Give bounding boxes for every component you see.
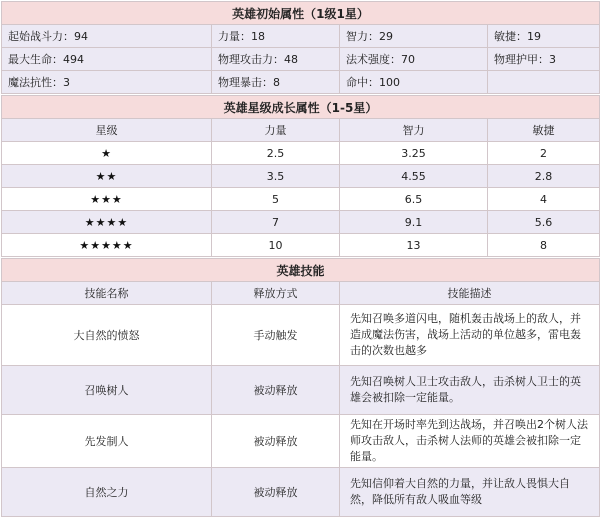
stat-cell: 命中：100	[340, 71, 488, 94]
stat-cell: 魔法抗性：3	[2, 71, 212, 94]
intelligence-value: 4.55	[340, 165, 488, 188]
skill-description: 先知在开场时率先到达战场，并召唤出2个树人法师攻击敌人，击杀树人法师的英雄会被扣除一定能量。	[340, 415, 600, 468]
skills-header: 英雄技能	[2, 259, 600, 282]
table-row	[2, 468, 600, 517]
column-header-description: 技能描述	[340, 282, 600, 305]
stat-cell: 物理护甲：3	[488, 48, 600, 71]
table-row	[2, 415, 600, 468]
agility-value: 5.6	[488, 211, 600, 234]
column-header-agility: 敏捷	[488, 119, 600, 142]
intelligence-value: 9.1	[340, 211, 488, 234]
star-rating: ★★★	[2, 188, 212, 211]
stat-cell: 起始战斗力：94	[2, 25, 212, 48]
stat-cell: 物理攻击力：48	[212, 48, 340, 71]
skill-cast-mode: 被动释放	[212, 468, 340, 517]
strength-value: 2.5	[212, 142, 340, 165]
initial-attributes-table	[1, 1, 600, 94]
star-rating: ★★	[2, 165, 212, 188]
star-rating: ★★★★	[2, 211, 212, 234]
skill-cast-mode: 被动释放	[212, 415, 340, 468]
column-header-star: 星级	[2, 119, 212, 142]
table-row	[2, 305, 600, 366]
strength-value: 10	[212, 234, 340, 257]
column-header-intelligence: 智力	[340, 119, 488, 142]
agility-value: 2.8	[488, 165, 600, 188]
strength-value: 7	[212, 211, 340, 234]
stat-cell: 最大生命：494	[2, 48, 212, 71]
strength-value: 3.5	[212, 165, 340, 188]
stat-cell-empty	[488, 71, 600, 94]
skill-name: 大自然的愤怒	[2, 305, 212, 366]
intelligence-value: 13	[340, 234, 488, 257]
skill-name: 自然之力	[2, 468, 212, 517]
growth-attributes-table	[1, 95, 600, 257]
table-row	[2, 366, 600, 415]
skill-cast-mode: 被动释放	[212, 366, 340, 415]
skill-description: 先知召唤多道闪电，随机轰击战场上的敌人，并造成魔法伤害，战场上活动的单位越多，雷电轰击的次数也越多	[340, 305, 600, 366]
column-header-cast-mode: 释放方式	[212, 282, 340, 305]
skill-description: 先知召唤树人卫士攻击敌人，击杀树人卫士的英雄会被扣除一定能量。	[340, 366, 600, 415]
star-rating: ★★★★★	[2, 234, 212, 257]
skill-name: 召唤树人	[2, 366, 212, 415]
stat-cell: 物理暴击：8	[212, 71, 340, 94]
stat-cell: 智力：29	[340, 25, 488, 48]
table-row	[2, 211, 600, 234]
table-row	[2, 234, 600, 257]
agility-value: 2	[488, 142, 600, 165]
skill-name: 先发制人	[2, 415, 212, 468]
agility-value: 8	[488, 234, 600, 257]
growth-attributes-header: 英雄星级成长属性（1-5星）	[2, 96, 600, 119]
initial-attributes-header: 英雄初始属性（1级1星）	[2, 2, 600, 25]
column-header-skill-name: 技能名称	[2, 282, 212, 305]
table-row	[2, 188, 600, 211]
stat-cell: 敏捷：19	[488, 25, 600, 48]
skills-table	[1, 258, 600, 517]
agility-value: 4	[488, 188, 600, 211]
skill-cast-mode: 手动触发	[212, 305, 340, 366]
intelligence-value: 3.25	[340, 142, 488, 165]
star-rating: ★	[2, 142, 212, 165]
table-row	[2, 142, 600, 165]
strength-value: 5	[212, 188, 340, 211]
table-row	[2, 165, 600, 188]
intelligence-value: 6.5	[340, 188, 488, 211]
stat-cell: 法术强度：70	[340, 48, 488, 71]
column-header-strength: 力量	[212, 119, 340, 142]
stat-cell: 力量：18	[212, 25, 340, 48]
skill-description: 先知信仰着大自然的力量，并让敌人畏惧大自然，降低所有敌人吸血等级	[340, 468, 600, 517]
